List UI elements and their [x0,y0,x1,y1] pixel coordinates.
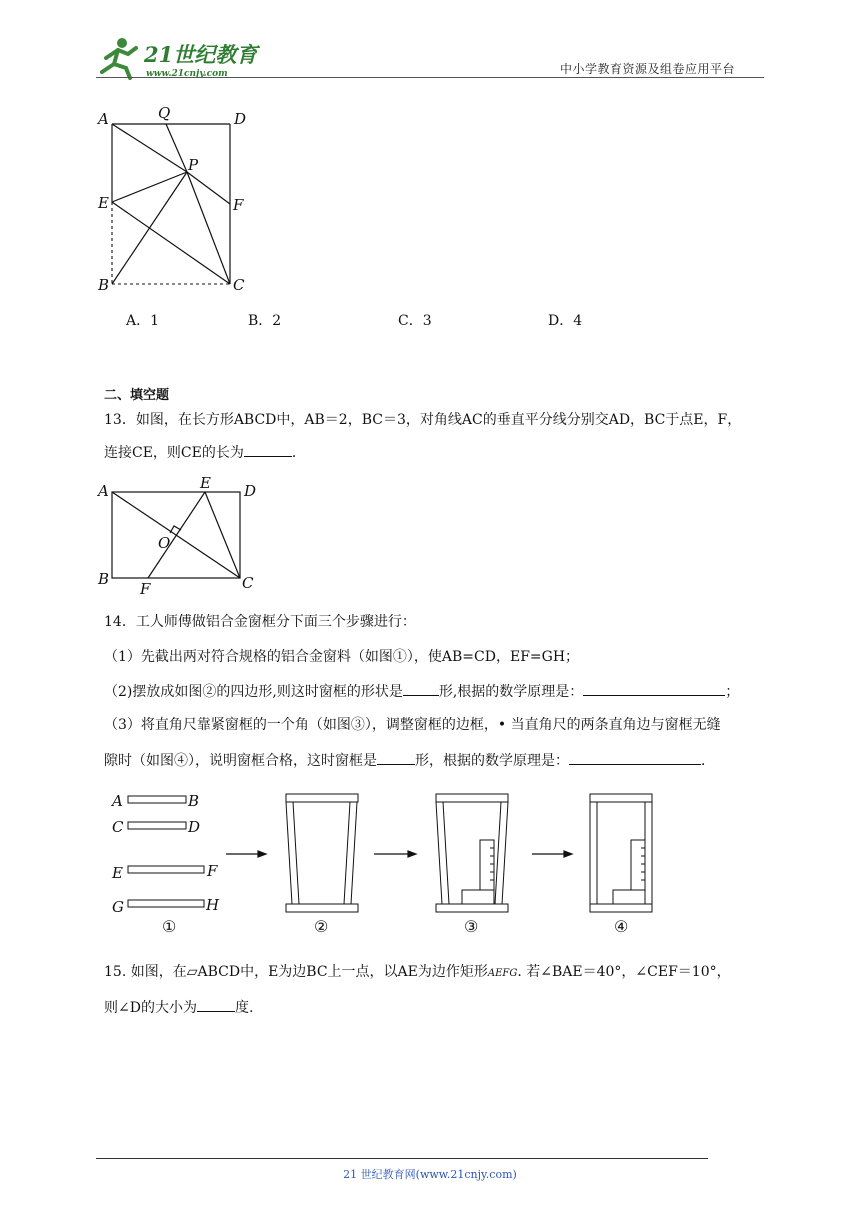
q14-line5 [104,750,715,771]
q15-rect-name: AEFG [487,968,518,979]
q15-line1-cond: . 若∠BAE＝40°，∠CEF＝10°， [517,964,731,980]
q14-line4: （3）将直角尺靠紧窗框的一个角（如图③），调整窗框的边框，• 当直角尺的两条直角边与窗框无缝 [104,717,721,733]
bar-label: F [207,862,218,880]
figure-number: ① [162,917,177,936]
q13-figure [94,476,274,598]
footer-divider [96,1158,708,1159]
q12-label: A [98,110,109,128]
bar-label: B [188,792,200,810]
q12-figure [94,104,264,296]
footer-text[interactable]: 21 世纪教育网(www.21cnjy.com) [343,1168,517,1181]
q14-line2: （1）先截出两对符合规格的铝合金窗料（如图①），使AB=CD，EF=GH； [104,649,580,665]
logo-text: 21世纪教育 [144,42,258,67]
q15-line1 [104,962,731,984]
q13-label: D [244,482,257,500]
q14-line3-end: ； [725,684,740,700]
figure-number: ④ [614,917,629,936]
q14-figure [100,786,680,938]
q15-answer-blank[interactable] [197,997,235,1012]
q13-label: O [158,534,171,552]
q14-line3-mid: 形,根据的数学原理是： [438,684,584,700]
q15-line2 [104,997,253,1018]
q12-label: Q [158,104,171,122]
bar-label: C [112,818,124,836]
q12-label: E [98,194,109,212]
q14-line5-end: ． [701,753,715,769]
header-divider [96,77,764,78]
choice-a: A．1 [126,313,160,329]
header-platform-text: 中小学教育资源及组卷应用平台 [560,62,736,76]
logo-url: www.21cnjy.com [146,69,228,79]
q13-line2-text: 连接CE，则CE的长为 [104,445,244,461]
choice-c: C．3 [398,313,432,329]
bar-label: D [188,818,201,836]
q13-label: C [242,574,254,592]
q15-line1-text: 15. 如图，在▱ABCD中，E为边BC上一点，以AE为边作矩形 [104,964,488,980]
figure-number: ③ [464,917,479,936]
bar-label: H [206,896,220,914]
q13-answer-blank[interactable] [244,442,292,457]
bar-label: A [112,792,123,810]
q14-line5-text: 隙时（如图④），说明窗框合格，这时窗框是 [104,753,377,769]
q12-label: P [188,156,199,174]
choice-b: B．2 [248,313,282,329]
site-logo [96,36,266,80]
choice-d: D．4 [548,313,583,329]
q13-line2-end: ． [291,445,306,461]
section-title: 二、填空题 [104,388,170,403]
q13-line1: 13．如图，在长方形ABCD中，AB＝2，BC＝3，对角线AC的垂直平分线分别交AD，BC于点E，F， [104,412,742,428]
q14-principle-blank-2[interactable] [569,750,701,765]
q15-line2-text: 则∠D的大小为 [104,1000,197,1016]
figure-number: ② [314,917,329,936]
q13-label: A [98,482,109,500]
q13-label: F [140,580,151,598]
q14-shape-blank-1[interactable] [403,681,439,696]
q12-label: C [233,276,245,294]
runner-icon [102,38,136,78]
q15-line2-end: 度. [234,1000,254,1016]
q14-line5-mid: 形，根据的数学原理是： [415,753,569,769]
bar-label: E [112,864,123,882]
q13-label: E [200,476,211,492]
bar-label: G [112,898,124,916]
q14-principle-blank-1[interactable] [583,681,725,696]
q14-shape-blank-2[interactable] [377,750,415,765]
q14-line3-text: （2)摆放成如图②的四边形,则这时窗框的形状是 [104,684,403,700]
q14-line3 [104,681,739,702]
q12-label: F [233,196,244,214]
q14-line1: 14．工人师傅做铝合金窗框分下面三个步骤进行： [104,614,416,630]
q12-label: B [98,276,110,294]
q13-label: B [98,570,110,588]
q13-line2 [104,442,306,463]
q12-label: D [234,110,247,128]
